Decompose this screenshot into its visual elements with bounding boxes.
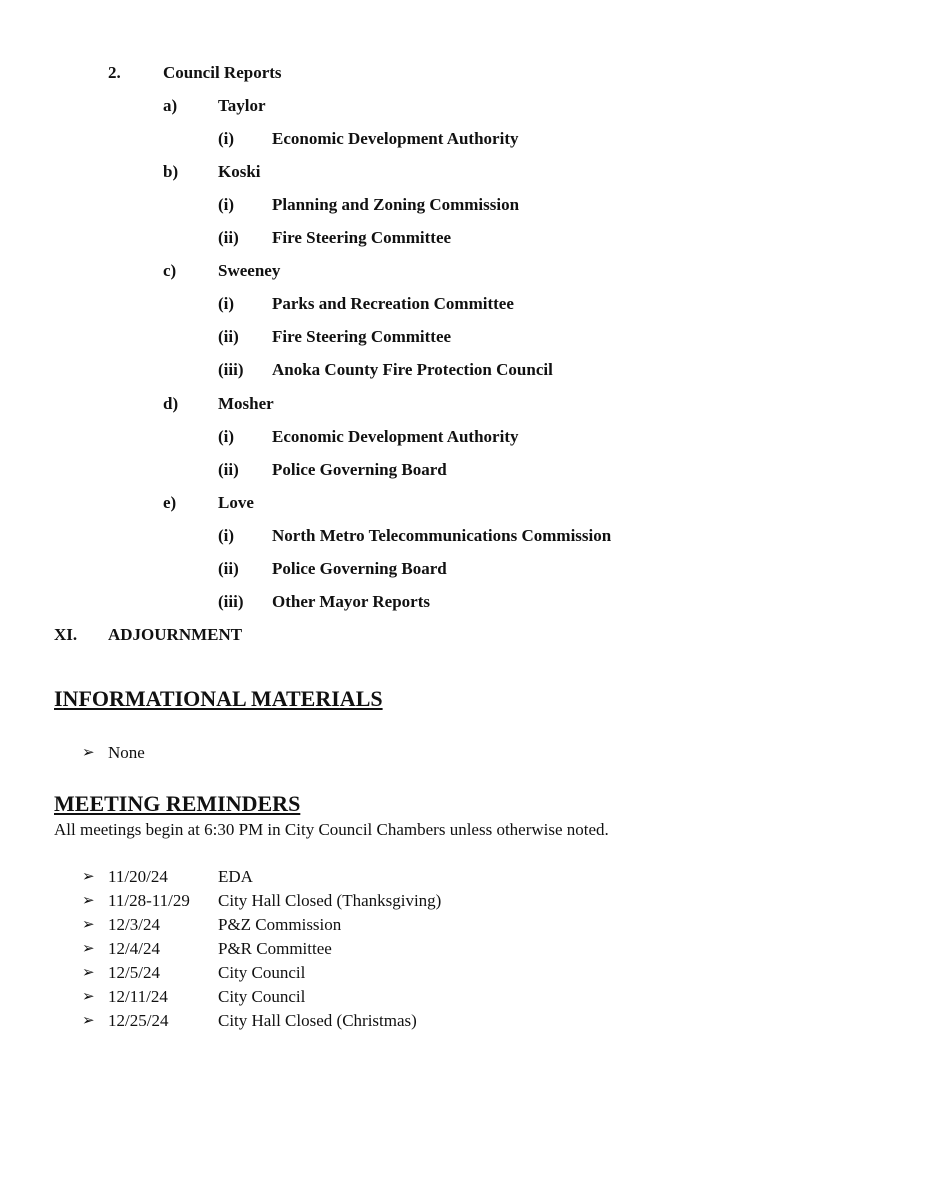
- item-number: (i): [218, 526, 235, 545]
- arrow-bullet-icon: ➢: [82, 893, 95, 909]
- member-name: Love: [218, 493, 254, 512]
- reminders-heading: MEETING REMINDERS: [54, 791, 301, 816]
- item-number: (ii): [218, 327, 239, 346]
- reminder-date: 12/5/24: [108, 963, 160, 982]
- arrow-bullet-icon: ➢: [82, 869, 95, 885]
- reminder-event: EDA: [218, 867, 253, 886]
- member-letter: c): [163, 261, 177, 280]
- reminder-date: 11/28-11/29: [108, 891, 190, 910]
- reminders-note: All meetings begin at 6:30 PM in City Council Chambers unless otherwise noted.: [54, 820, 609, 839]
- member-name: Koski: [218, 162, 261, 181]
- informational-heading: INFORMATIONAL MATERIALS: [54, 686, 383, 711]
- arrow-bullet-icon: ➢: [82, 965, 95, 981]
- arrow-bullet-icon: ➢: [82, 941, 95, 957]
- section-number: 2.: [108, 63, 121, 82]
- item-number: (ii): [218, 559, 239, 578]
- item-number: (iii): [218, 360, 244, 379]
- item-label: Police Governing Board: [272, 460, 447, 479]
- item-label: Police Governing Board: [272, 559, 447, 578]
- item-label: Other Mayor Reports: [272, 592, 431, 611]
- item-label: Fire Steering Committee: [272, 228, 452, 247]
- reminder-date: 12/3/24: [108, 915, 160, 934]
- reminder-event: City Council: [218, 963, 306, 982]
- item-label: Economic Development Authority: [272, 427, 519, 446]
- item-number: (i): [218, 294, 235, 313]
- reminder-event: P&Z Commission: [218, 915, 342, 934]
- member-name: Taylor: [218, 96, 266, 115]
- member-letter: b): [163, 162, 179, 181]
- member-letter: e): [163, 493, 177, 512]
- item-number: (ii): [218, 228, 239, 247]
- item-label: Parks and Recreation Committee: [272, 294, 514, 313]
- section-title: Council Reports: [163, 63, 282, 82]
- reminder-date: 12/11/24: [108, 987, 168, 1006]
- item-label: Economic Development Authority: [272, 129, 519, 148]
- reminder-event: P&R Committee: [218, 939, 332, 958]
- informational-item: None: [108, 743, 145, 762]
- member-letter: a): [163, 96, 178, 115]
- member-name: Mosher: [218, 394, 274, 413]
- item-number: (i): [218, 195, 235, 214]
- reminder-event: City Hall Closed (Thanksgiving): [218, 891, 442, 910]
- member-name: Sweeney: [218, 261, 281, 280]
- reminder-event: City Council: [218, 987, 306, 1006]
- item-label: Anoka County Fire Protection Council: [272, 360, 553, 379]
- item-number: (i): [218, 427, 235, 446]
- reminder-event: City Hall Closed (Christmas): [218, 1011, 417, 1030]
- arrow-bullet-icon: ➢: [82, 917, 95, 933]
- arrow-bullet-icon: ➢: [82, 1013, 95, 1029]
- adjournment-label: ADJOURNMENT: [108, 625, 243, 644]
- reminder-date: 12/4/24: [108, 939, 160, 958]
- arrow-bullet-icon: ➢: [82, 989, 95, 1005]
- item-label: Planning and Zoning Commission: [272, 195, 520, 214]
- member-letter: d): [163, 394, 179, 413]
- item-number: (i): [218, 129, 235, 148]
- reminder-date: 11/20/24: [108, 867, 168, 886]
- arrow-bullet-icon: ➢: [82, 745, 95, 761]
- item-number: (iii): [218, 592, 244, 611]
- item-label: Fire Steering Committee: [272, 327, 452, 346]
- item-number: (ii): [218, 460, 239, 479]
- adjournment-number: XI.: [54, 625, 78, 644]
- item-label: North Metro Telecommunications Commission: [272, 526, 612, 545]
- reminder-date: 12/25/24: [108, 1011, 169, 1030]
